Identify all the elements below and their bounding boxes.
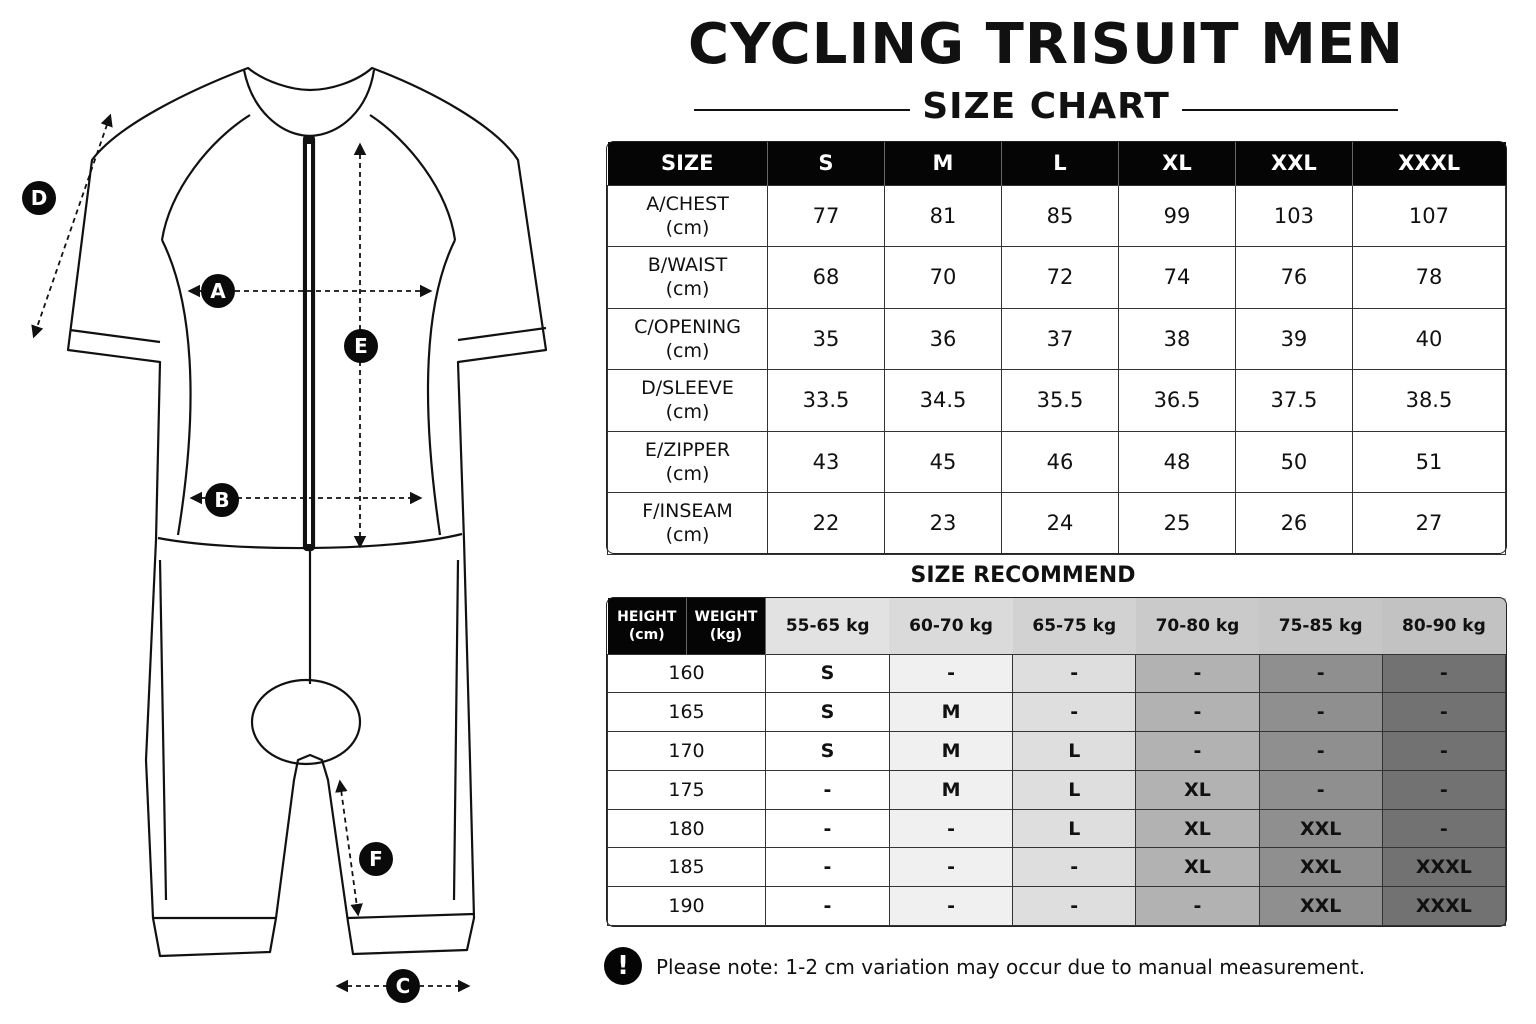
recommended-size-cell: - bbox=[766, 887, 890, 926]
recommended-size-cell: - bbox=[1382, 732, 1505, 771]
size-value-cell: 24 bbox=[1001, 493, 1118, 555]
size-value-cell: 38.5 bbox=[1352, 370, 1505, 432]
subtitle-row bbox=[694, 86, 1398, 134]
recommended-size-cell: - bbox=[1382, 693, 1505, 732]
recommended-size-cell: - bbox=[889, 809, 1012, 848]
trisuit-diagram bbox=[0, 0, 600, 1024]
height-cell: 180 bbox=[608, 809, 766, 848]
header-cell: M bbox=[884, 142, 1001, 185]
size-value-cell: 50 bbox=[1235, 431, 1352, 493]
measurement-label bbox=[608, 308, 768, 370]
size-value-cell: 37.5 bbox=[1235, 370, 1352, 432]
size-value-cell: 46 bbox=[1001, 431, 1118, 493]
size-value-cell: 22 bbox=[768, 493, 885, 555]
size-row bbox=[608, 247, 1506, 309]
recommended-size-cell: - bbox=[1136, 693, 1259, 732]
weight-header-unit: (kg) bbox=[709, 626, 743, 643]
recommended-size-cell: L bbox=[1013, 809, 1136, 848]
size-value-cell: 23 bbox=[884, 493, 1001, 555]
recommended-size-cell: - bbox=[1013, 848, 1136, 887]
size-header-row bbox=[608, 142, 1506, 185]
weight-range-header: 55-65 kg bbox=[766, 598, 890, 654]
height-header-unit: (cm) bbox=[628, 626, 665, 643]
svg-text:E: E bbox=[354, 334, 368, 358]
height-header bbox=[608, 598, 687, 654]
size-recommend-title: SIZE RECOMMEND bbox=[910, 563, 1136, 588]
recommended-size-cell: S bbox=[766, 732, 890, 771]
recommended-size-cell: - bbox=[1382, 809, 1505, 848]
recommend-header-row bbox=[608, 598, 1506, 654]
exclamation-icon: ! bbox=[604, 947, 642, 985]
arrow-f bbox=[340, 782, 358, 914]
size-value-cell: 34.5 bbox=[884, 370, 1001, 432]
recommend-row bbox=[608, 693, 1506, 732]
recommended-size-cell: - bbox=[1136, 887, 1259, 926]
recommended-size-cell: - bbox=[1259, 732, 1382, 771]
header-cell: L bbox=[1001, 142, 1118, 185]
measurement-unit: (cm) bbox=[665, 401, 710, 424]
header-cell: S bbox=[768, 142, 885, 185]
recommended-size-cell: - bbox=[1013, 654, 1136, 693]
size-value-cell: 27 bbox=[1352, 493, 1505, 555]
height-cell: 175 bbox=[608, 770, 766, 809]
recommended-size-cell: XXL bbox=[1259, 848, 1382, 887]
header-cell: XXL bbox=[1235, 142, 1352, 185]
recommended-size-cell: - bbox=[1259, 693, 1382, 732]
recommended-size-cell: S bbox=[766, 693, 890, 732]
recommended-size-cell: - bbox=[766, 809, 890, 848]
recommended-size-cell: L bbox=[1013, 770, 1136, 809]
recommend-row bbox=[608, 732, 1506, 771]
recommend-row bbox=[608, 809, 1506, 848]
marker-f bbox=[359, 842, 393, 876]
page-subtitle: SIZE CHART bbox=[922, 86, 1170, 127]
size-value-cell: 78 bbox=[1352, 247, 1505, 309]
arrow-d bbox=[34, 116, 110, 336]
weight-header-label: WEIGHT bbox=[694, 608, 758, 625]
height-header-label: HEIGHT bbox=[617, 608, 677, 625]
size-value-cell: 48 bbox=[1118, 431, 1235, 493]
size-value-cell: 51 bbox=[1352, 431, 1505, 493]
weight-range-header: 75-85 kg bbox=[1259, 598, 1382, 654]
measurement-label bbox=[608, 370, 768, 432]
size-value-cell: 38 bbox=[1118, 308, 1235, 370]
measurement-name: F/INSEAM bbox=[642, 500, 733, 523]
note-text: Please note: 1-2 cm variation may occur due to manual measurement. bbox=[656, 955, 1366, 979]
svg-text:A: A bbox=[210, 279, 226, 303]
size-row bbox=[608, 370, 1506, 432]
measurement-note bbox=[604, 945, 1404, 985]
recommended-size-cell: XXXL bbox=[1382, 887, 1505, 926]
size-value-cell: 37 bbox=[1001, 308, 1118, 370]
recommended-size-cell: - bbox=[889, 848, 1012, 887]
page-title: CYCLING TRISUIT MEN bbox=[688, 12, 1404, 77]
measurement-unit: (cm) bbox=[665, 339, 710, 362]
recommended-size-cell: - bbox=[1136, 732, 1259, 771]
size-value-cell: 76 bbox=[1235, 247, 1352, 309]
size-row bbox=[608, 308, 1506, 370]
size-row bbox=[608, 431, 1506, 493]
size-value-cell: 74 bbox=[1118, 247, 1235, 309]
size-value-cell: 85 bbox=[1001, 185, 1118, 247]
height-cell: 160 bbox=[608, 654, 766, 693]
measurement-unit: (cm) bbox=[665, 216, 710, 239]
marker-e bbox=[344, 329, 378, 363]
weight-range-header: 60-70 kg bbox=[889, 598, 1012, 654]
marker-a bbox=[201, 274, 235, 308]
svg-text:F: F bbox=[369, 847, 383, 871]
recommended-size-cell: S bbox=[766, 654, 890, 693]
weight-range-header: 70-80 kg bbox=[1136, 598, 1259, 654]
svg-text:D: D bbox=[30, 186, 48, 210]
size-value-cell: 39 bbox=[1235, 308, 1352, 370]
measurement-name: B/WAIST bbox=[647, 254, 728, 277]
recommended-size-cell: M bbox=[889, 770, 1012, 809]
marker-c bbox=[386, 969, 420, 1003]
measurement-name: C/OPENING bbox=[634, 315, 741, 338]
recommended-size-cell: XXL bbox=[1259, 809, 1382, 848]
measurement-label bbox=[608, 493, 768, 555]
weight-range-header: 65-75 kg bbox=[1013, 598, 1136, 654]
recommended-size-cell: - bbox=[1259, 770, 1382, 809]
size-row bbox=[608, 185, 1506, 247]
size-value-cell: 33.5 bbox=[768, 370, 885, 432]
recommended-size-cell: XL bbox=[1136, 848, 1259, 887]
size-row bbox=[608, 493, 1506, 555]
recommend-row bbox=[608, 887, 1506, 926]
size-value-cell: 36 bbox=[884, 308, 1001, 370]
size-value-cell: 35 bbox=[768, 308, 885, 370]
measurement-name: E/ZIPPER bbox=[644, 438, 731, 461]
recommended-size-cell: - bbox=[766, 770, 890, 809]
recommended-size-cell: - bbox=[889, 887, 1012, 926]
header-cell: SIZE bbox=[608, 142, 768, 185]
recommend-row bbox=[608, 654, 1506, 693]
height-cell: 185 bbox=[608, 848, 766, 887]
recommended-size-cell: XXL bbox=[1259, 887, 1382, 926]
size-value-cell: 81 bbox=[884, 185, 1001, 247]
measurement-label bbox=[608, 247, 768, 309]
size-value-cell: 25 bbox=[1118, 493, 1235, 555]
weight-header bbox=[687, 598, 766, 654]
recommended-size-cell: M bbox=[889, 732, 1012, 771]
size-value-cell: 40 bbox=[1352, 308, 1505, 370]
recommended-size-cell: - bbox=[1136, 654, 1259, 693]
size-value-cell: 72 bbox=[1001, 247, 1118, 309]
measurement-unit: (cm) bbox=[665, 524, 710, 547]
recommended-size-cell: - bbox=[1013, 887, 1136, 926]
size-chart-table bbox=[607, 142, 1506, 555]
size-value-cell: 70 bbox=[884, 247, 1001, 309]
size-value-cell: 35.5 bbox=[1001, 370, 1118, 432]
size-value-cell: 68 bbox=[768, 247, 885, 309]
size-value-cell: 77 bbox=[768, 185, 885, 247]
marker-d bbox=[22, 181, 56, 215]
height-cell: 165 bbox=[608, 693, 766, 732]
recommend-row bbox=[608, 848, 1506, 887]
size-value-cell: 99 bbox=[1118, 185, 1235, 247]
recommended-size-cell: L bbox=[1013, 732, 1136, 771]
measurement-name: D/SLEEVE bbox=[641, 377, 734, 400]
recommended-size-cell: XL bbox=[1136, 809, 1259, 848]
measurement-unit: (cm) bbox=[665, 278, 710, 301]
svg-text:C: C bbox=[395, 974, 411, 998]
divider-left bbox=[694, 109, 910, 111]
svg-text:B: B bbox=[214, 488, 230, 512]
measurement-label bbox=[608, 185, 768, 247]
size-value-cell: 36.5 bbox=[1118, 370, 1235, 432]
recommended-size-cell: - bbox=[766, 848, 890, 887]
header-cell: XXXL bbox=[1352, 142, 1505, 185]
size-value-cell: 107 bbox=[1352, 185, 1505, 247]
recommend-row bbox=[608, 770, 1506, 809]
size-recommend-table bbox=[607, 598, 1506, 926]
recommended-size-cell: - bbox=[1382, 654, 1505, 693]
measurement-unit: (cm) bbox=[665, 462, 710, 485]
divider-right bbox=[1182, 109, 1398, 111]
header-cell: XL bbox=[1118, 142, 1235, 185]
recommended-size-cell: - bbox=[1259, 654, 1382, 693]
marker-b bbox=[205, 483, 239, 517]
recommended-size-cell: - bbox=[889, 654, 1012, 693]
weight-range-header: 80-90 kg bbox=[1382, 598, 1505, 654]
size-value-cell: 45 bbox=[884, 431, 1001, 493]
size-value-cell: 103 bbox=[1235, 185, 1352, 247]
size-value-cell: 43 bbox=[768, 431, 885, 493]
measurement-label bbox=[608, 431, 768, 493]
recommended-size-cell: M bbox=[889, 693, 1012, 732]
recommended-size-cell: XL bbox=[1136, 770, 1259, 809]
recommended-size-cell: XXXL bbox=[1382, 848, 1505, 887]
recommended-size-cell: - bbox=[1382, 770, 1505, 809]
measurement-name: A/CHEST bbox=[646, 192, 729, 215]
height-cell: 190 bbox=[608, 887, 766, 926]
recommended-size-cell: - bbox=[1013, 693, 1136, 732]
size-value-cell: 26 bbox=[1235, 493, 1352, 555]
height-cell: 170 bbox=[608, 732, 766, 771]
